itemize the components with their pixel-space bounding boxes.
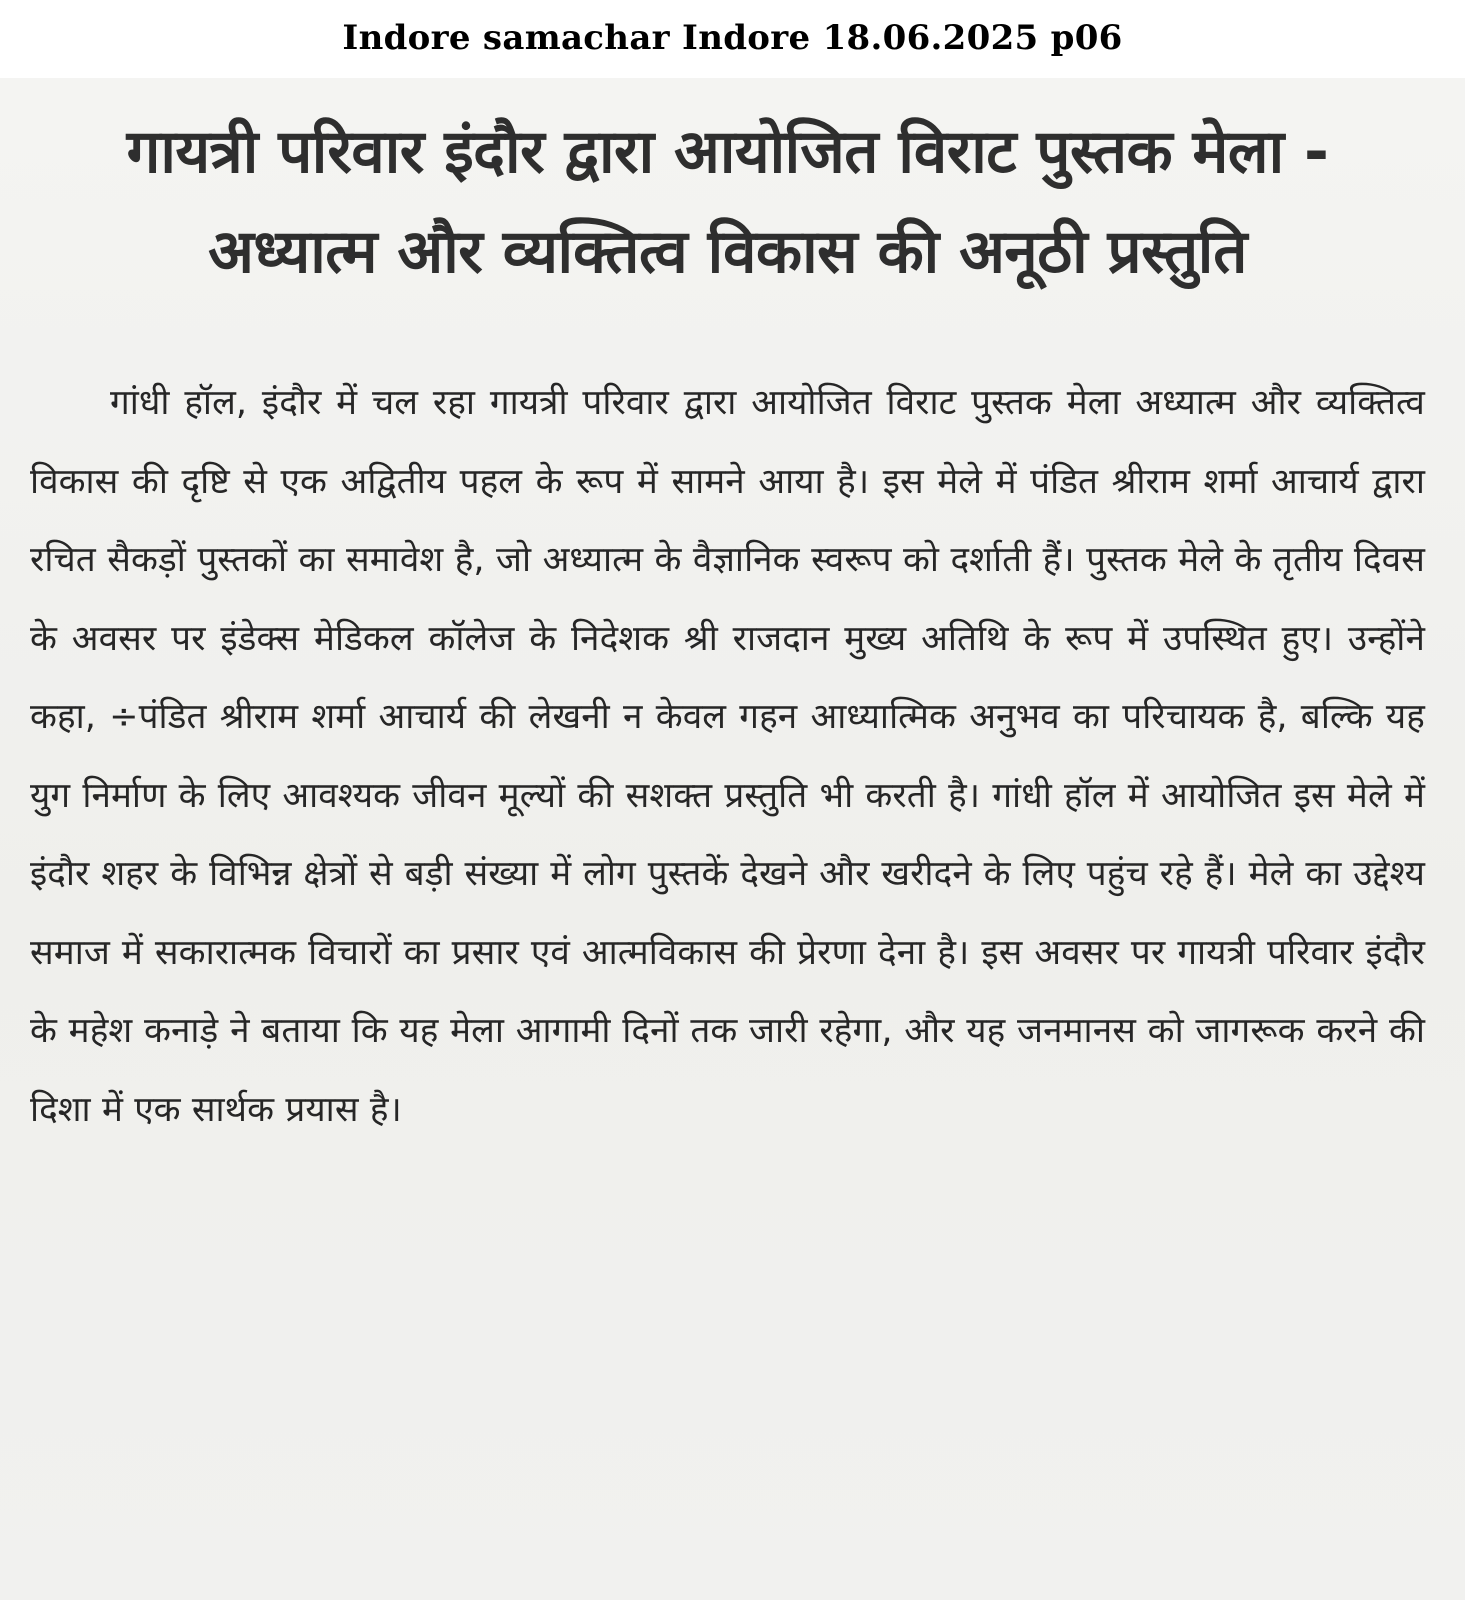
article-body: गांधी हॉल, इंदौर में चल रहा गायत्री परिवार द्वारा आयोजित विराट पुस्तक मेला अध्यात्म और व्यक्तित्व विकास की दृष्टि से एक अद्वितीय पहल के रूप में सामने आया है। इस मेले में पंडित श्रीराम शर्मा आचार्य द्वारा रचित सैकड़ों पुस्तकों का समावेश है, जो अध्यात्म के वैज्ञानिक स्वरूप को दर्शाती हैं। पुस्तक मेले के तृतीय दिवस के अवसर पर इंडेक्स मेडिकल कॉलेज के निदेशक श्री राजदान मुख्य अतिथि के रूप में उपस्थित हुए। उन्होंने कहा, ÷पंडित श्रीराम शर्मा आचार्य की लेखनी न केवल गहन आध्यात्मिक अनुभव का परिचायक है, बल्कि यह युग निर्माण के लिए आवश्यक जीवन मूल्यों की सशक्त प्रस्तुति भी करती है। गांधी हॉल में आयोजित इस मेले में इंदौर शहर के विभिन्न क्षेत्रों से बड़ी संख्या में लोग पुस्तकें देखने और खरीदने के लिए पहुंच रहे हैं। मेले का उद्देश्य समाज में सकारात्मक विचारों का प्रसार एवं आत्मविकास की प्रेरणा देना है। इस अवसर पर गायत्री परिवार इंदौर के महेश कनाड़े ने बताया कि यह मेला आगामी दिनों तक जारी रहेगा, और यह जनमानस को जागरूक करने की दिशा में एक सार्थक प्रयास है। xyxy=(30,383,1425,1130)
headline-line-1: गायत्री परिवार इंदौर द्वारा आयोजित विराट पुस्तक मेला - xyxy=(126,117,1329,187)
article-headline xyxy=(30,102,1425,302)
newspaper-clipping xyxy=(0,78,1465,1600)
source-caption: Indore samachar Indore 18.06.2025 p06 xyxy=(342,18,1123,58)
headline-line-2: अध्यात्म और व्यक्तित्व विकास की अनूठी प्रस्तुति xyxy=(208,217,1247,287)
